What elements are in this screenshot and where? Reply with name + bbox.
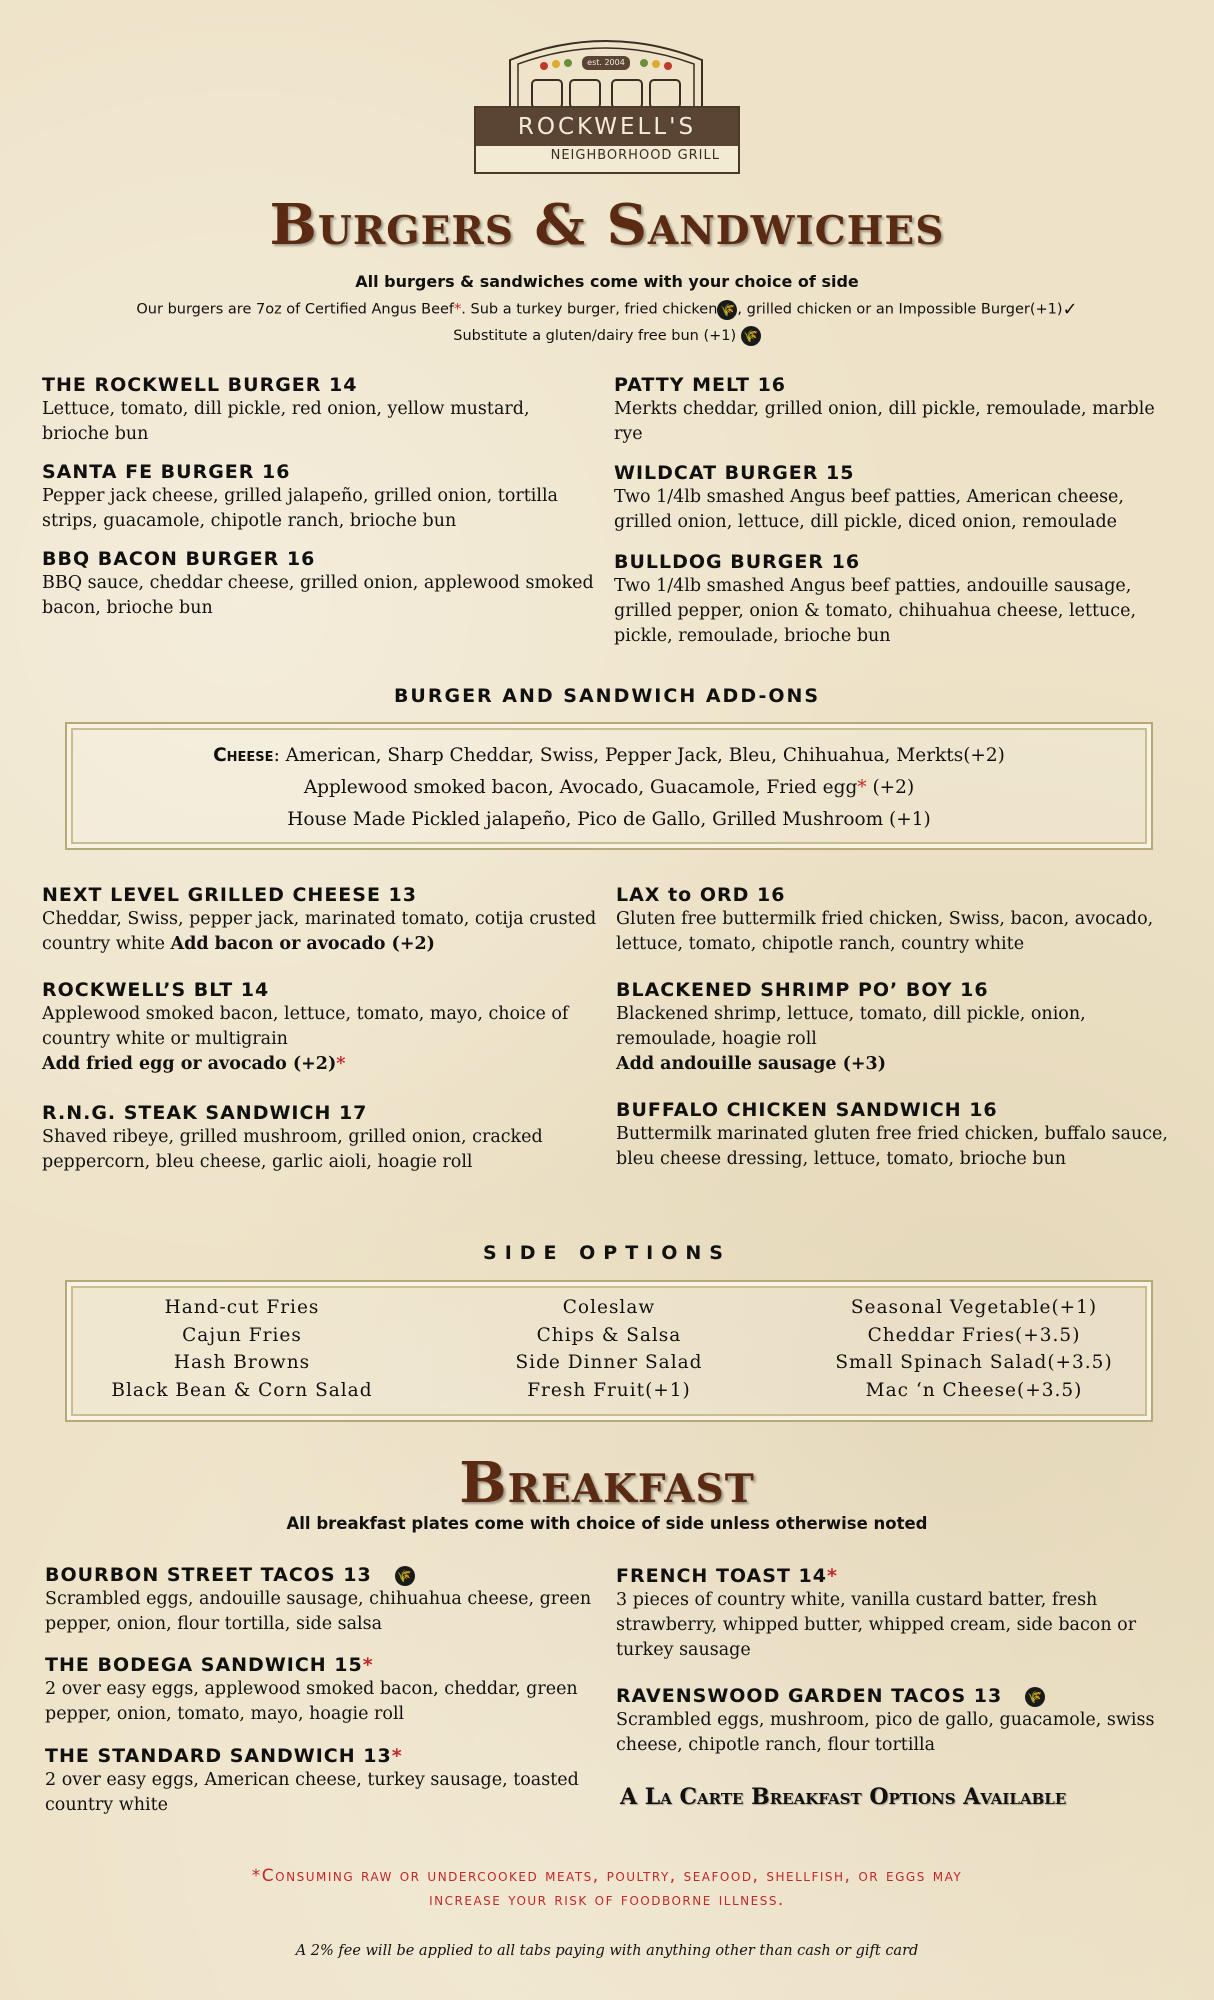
raw-warning-star: * <box>391 1745 403 1767</box>
burgers-intro-bold: All burgers & sandwiches come with your choice of side <box>355 272 859 291</box>
cheese-list: : American, Sharp Cheddar, Swiss, Pepper Jack, Bleu, Chihuahua, Merkts(+2) <box>273 745 1005 766</box>
item-name: RAVENSWOOD GARDEN TACOS 13 <box>616 1685 1003 1707</box>
item-desc <box>42 907 602 957</box>
side-item: Hand-cut Fries <box>164 1297 320 1318</box>
item-desc: Buttermilk marinated gluten free fried chicken, buffalo sauce, bleu cheese dressing, lettuce, tomato, brioche bun <box>616 1124 1168 1169</box>
rockwells-logo <box>470 30 742 175</box>
menu-item <box>42 883 602 957</box>
item-desc: 3 pieces of country white, vanilla custard batter, fresh strawberry, whipped butter, whipped cream, side bacon or turkey sausage <box>616 1590 1137 1660</box>
item-desc: Lettuce, tomato, dill pickle, red onion, yellow mustard, brioche bun <box>42 399 530 444</box>
burgers-title: Burgers & Sandwiches <box>269 192 945 258</box>
item-name: LAX to ORD 16 <box>616 884 786 906</box>
vegan-icon: ✓ <box>1062 299 1078 320</box>
addons-box <box>65 722 1153 850</box>
item-name: FRENCH TOAST 14 <box>616 1565 827 1587</box>
item-desc: Applewood smoked bacon, lettuce, tomato, mayo, choice of country white or multigrain <box>42 1004 569 1049</box>
addons-title: BURGER AND SANDWICH ADD-ONS <box>393 685 821 707</box>
item-name: NEXT LEVEL GRILLED CHEESE 13 <box>42 884 417 906</box>
item-desc: Pepper jack cheese, grilled jalapeño, grilled onion, tortilla strips, guacamole, chipotle ranch, brioche bun <box>42 486 558 531</box>
menu-item <box>616 1684 1176 1758</box>
item-name: BUFFALO CHICKEN SANDWICH 16 <box>616 1099 998 1121</box>
intro-line3: Substitute a gluten/dairy free bun (+1) <box>453 328 737 344</box>
side-item: Fresh Fruit(+1) <box>527 1379 691 1401</box>
side-item: Seasonal Vegetable(+1) <box>850 1297 1098 1318</box>
sides-title: SIDE OPTIONS <box>483 1242 731 1264</box>
cheese-label: Cheese <box>213 745 274 766</box>
gluten-free-icon: 🌾 <box>741 326 761 346</box>
logo-est: est. 2004 <box>587 58 625 67</box>
burgers-intro-line3 <box>0 326 1214 346</box>
side-item: Side Dinner Salad <box>515 1352 703 1373</box>
item-name-line <box>45 1744 605 1768</box>
menu-item <box>616 978 1176 1077</box>
raw-warning-star: * <box>857 777 867 798</box>
item-desc: Two 1/4lb smashed Angus beef patties, andouille sausage, grilled pepper, onion & tomato, chihuahua cheese, lettuce, pickle, remoulade, brioche bun <box>614 576 1137 646</box>
item-desc: BBQ sauce, cheddar cheese, grilled onion, applewood smoked bacon, brioche bun <box>42 573 594 618</box>
item-extra: Add fried egg or avocado (+2) <box>42 1054 337 1074</box>
item-name-line <box>616 1684 1176 1708</box>
menu-item <box>42 547 602 621</box>
payment-fee-note: A 2% fee will be applied to all tabs paying with anything other than cash or gift card <box>295 1943 919 1959</box>
item-name: THE STANDARD SANDWICH 13 <box>45 1745 392 1767</box>
menu-item <box>614 461 1174 535</box>
item-extra: Add bacon or avocado (+2) <box>170 934 435 954</box>
item-desc: Merkts cheddar, grilled onion, dill pickle, remoulade, marble rye <box>614 399 1155 444</box>
item-name: ROCKWELL’S BLT 14 <box>42 979 270 1001</box>
item-desc: Shaved ribeye, grilled mushroom, grilled onion, cracked peppercorn, bleu cheese, garlic aioli, hoagie roll <box>42 1127 543 1172</box>
item-desc: 2 over easy eggs, American cheese, turkey sausage, toasted country white <box>45 1770 579 1815</box>
a-la-carte-note: A La Carte Breakfast Options Available <box>620 1784 1067 1810</box>
item-name: WILDCAT BURGER 15 <box>614 462 855 484</box>
item-name: BULLDOG BURGER 16 <box>614 551 861 573</box>
logo-tagline: NEIGHBORHOOD GRILL <box>550 148 720 163</box>
item-name-line <box>45 1653 605 1677</box>
item-name: THE BODEGA SANDWICH 15 <box>45 1654 363 1676</box>
item-name: THE ROCKWELL BURGER 14 <box>42 374 358 396</box>
raw-warning-star: * <box>362 1654 374 1676</box>
menu-item <box>45 1744 605 1818</box>
menu-item <box>616 883 1176 957</box>
raw-food-warning <box>0 1864 1214 1912</box>
item-desc: 2 over easy eggs, applewood smoked bacon, cheddar, green pepper, onion, tomato, mayo, hoagie roll <box>45 1679 578 1724</box>
item-name: SANTA FE BURGER 16 <box>42 461 291 483</box>
item-desc: Two 1/4lb smashed Angus beef patties, American cheese, grilled onion, lettuce, dill pickle, diced onion, remoulade <box>614 487 1124 532</box>
warning-text-1: Consuming raw or undercooked meats, poultry, seafood, shellfish, or eggs may <box>261 1866 963 1886</box>
menu-item <box>614 373 1174 447</box>
menu-item <box>42 460 602 534</box>
addons-line-2 <box>67 772 1151 804</box>
side-item: Black Bean & Corn Salad <box>111 1379 373 1401</box>
addons-line-3: House Made Pickled jalapeño, Pico de Gallo, Grilled Mushroom (+1) <box>287 809 931 830</box>
gluten-free-icon: 🌾 <box>1025 1687 1045 1707</box>
item-desc-text: Cheddar, Swiss, pepper jack, marinated tomato, cotija crusted country white <box>42 909 597 954</box>
warning-line-1 <box>0 1864 1214 1888</box>
sides-column-3 <box>809 1294 1139 1404</box>
item-name-line <box>616 1564 1176 1588</box>
side-item: Cheddar Fries(+3.5) <box>867 1324 1081 1346</box>
side-item: Small Spinach Salad(+3.5) <box>835 1352 1113 1373</box>
intro-line2-c: , grilled chicken or an Impossible Burger(+1) <box>737 301 1063 318</box>
addons-line-2-a: Applewood smoked bacon, Avocado, Guacamole, Fried egg <box>303 777 858 798</box>
breakfast-title: Breakfast <box>459 1450 755 1516</box>
item-name: BBQ BACON BURGER 16 <box>42 548 316 570</box>
raw-warning-star: * <box>336 1054 346 1074</box>
intro-line2-a: Our burgers are 7oz of Certified Angus Beef <box>136 301 455 318</box>
item-name: BLACKENED SHRIMP PO’ BOY 16 <box>616 979 989 1001</box>
menu-item <box>42 1101 602 1175</box>
menu-item <box>616 1564 1176 1663</box>
menu-item <box>45 1653 605 1727</box>
side-item: Mac ‘n Cheese(+3.5) <box>865 1379 1083 1401</box>
item-desc: Blackened shrimp, lettuce, tomato, dill pickle, onion, remoulade, hoagie roll <box>616 1004 1086 1049</box>
item-desc: Gluten free buttermilk fried chicken, Swiss, bacon, avocado, lettuce, tomato, chipotle ranch, country white <box>616 909 1154 954</box>
raw-warning-star: * <box>251 1866 262 1886</box>
side-item: Coleslaw <box>562 1297 656 1318</box>
logo-name: ROCKWELL'S <box>476 108 738 146</box>
raw-warning-star: * <box>454 301 462 318</box>
item-extra-line <box>42 1052 602 1077</box>
gluten-free-icon: 🌾 <box>717 300 737 320</box>
menu-item <box>614 550 1174 649</box>
menu-item <box>42 978 602 1077</box>
addons-cheese-line <box>67 740 1151 772</box>
item-name-line <box>45 1563 605 1587</box>
item-name: PATTY MELT 16 <box>614 374 787 396</box>
restaurant-building-icon <box>470 30 742 110</box>
addons-line-2-b: (+2) <box>866 777 915 798</box>
item-name: BOURBON STREET TACOS 13 <box>45 1564 372 1586</box>
logo-nameplate <box>474 106 740 174</box>
breakfast-intro: All breakfast plates come with choice of side unless otherwise noted <box>286 1514 928 1533</box>
intro-line2-b: . Sub a turkey burger, fried chicken <box>461 301 718 318</box>
side-item: Chips & Salsa <box>536 1324 682 1346</box>
sides-column-2 <box>444 1294 774 1404</box>
menu-item <box>42 373 602 447</box>
sides-column-1 <box>77 1294 407 1404</box>
burgers-intro-line2 <box>0 299 1214 320</box>
item-desc: Scrambled eggs, andouille sausage, chihuahua cheese, green pepper, onion, flour tortilla, side salsa <box>45 1589 592 1634</box>
item-desc: Scrambled eggs, mushroom, pico de gallo, guacamole, swiss cheese, chipotle ranch, flour tortilla <box>616 1710 1155 1755</box>
raw-warning-star: * <box>826 1565 838 1587</box>
warning-line-2: increase your risk of foodborne illness. <box>429 1890 785 1910</box>
menu-item <box>616 1098 1176 1172</box>
sides-box <box>65 1280 1153 1422</box>
gluten-free-icon: 🌾 <box>395 1566 415 1586</box>
side-item: Cajun Fries <box>182 1324 302 1346</box>
menu-item <box>45 1563 605 1637</box>
side-item: Hash Browns <box>173 1352 311 1373</box>
item-extra: Add andouille sausage (+3) <box>616 1054 886 1074</box>
item-name: R.N.G. STEAK SANDWICH 17 <box>42 1102 368 1124</box>
